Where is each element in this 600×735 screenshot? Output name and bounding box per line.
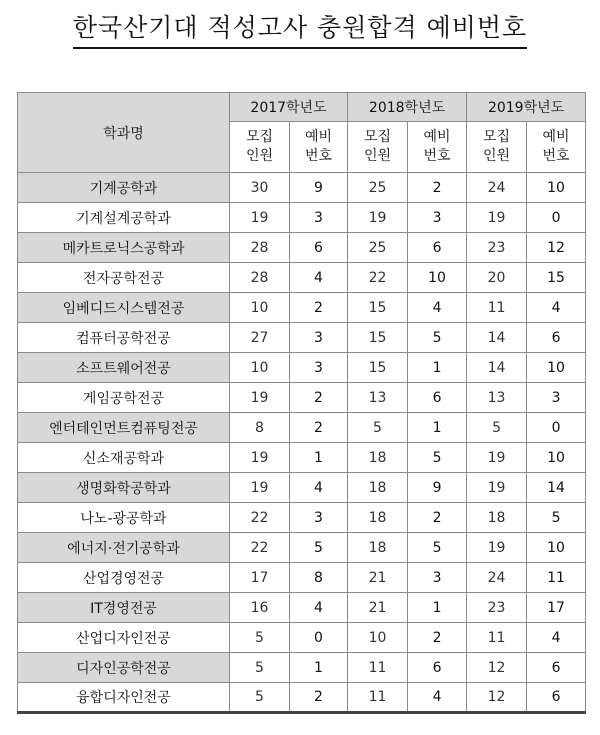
waitlist-cell: 2: [408, 173, 467, 203]
header-quota: 모집 인원: [467, 122, 527, 173]
quota-cell: 8: [230, 413, 290, 443]
dept-name: 기계공학과: [18, 173, 230, 203]
quota-cell: 5: [467, 413, 527, 443]
quota-cell: 14: [467, 353, 527, 383]
dept-name: 산업경영전공: [18, 563, 230, 593]
header-year-2019: 2019학년도: [467, 93, 586, 122]
quota-cell: 11: [467, 293, 527, 323]
header-quota: 모집 인원: [348, 122, 408, 173]
dept-name: 디자인공학전공: [18, 653, 230, 683]
waitlist-cell: 6: [527, 323, 586, 353]
table-row: [18, 383, 586, 413]
quota-cell: 18: [348, 443, 408, 473]
quota-cell: 23: [467, 233, 527, 263]
quota-cell: 15: [348, 353, 408, 383]
waitlist-cell: 6: [527, 653, 586, 683]
quota-cell: 11: [348, 683, 408, 713]
waitlist-cell: 2: [408, 623, 467, 653]
dept-name: 산업디자인전공: [18, 623, 230, 653]
page-title: [0, 8, 600, 49]
quota-cell: 21: [348, 563, 408, 593]
waitlist-cell: 2: [290, 293, 348, 323]
header-year-2018: 2018학년도: [348, 93, 467, 122]
quota-cell: 24: [467, 563, 527, 593]
dept-name: 게임공학전공: [18, 383, 230, 413]
waitlist-cell: 6: [527, 683, 586, 713]
waitlist-cell: 6: [408, 383, 467, 413]
quota-cell: 11: [467, 623, 527, 653]
waitlist-cell: 0: [527, 413, 586, 443]
table-row: [18, 473, 586, 503]
waitlist-cell: 3: [290, 353, 348, 383]
dept-name: 에너지·전기공학과: [18, 533, 230, 563]
waitlist-cell: 3: [290, 323, 348, 353]
dept-name: 융합디자인전공: [18, 683, 230, 713]
quota-cell: 18: [348, 473, 408, 503]
header-waitlist: 예비 번호: [527, 122, 586, 173]
quota-cell: 23: [467, 593, 527, 623]
dept-name: 기계설계공학과: [18, 203, 230, 233]
waitlist-cell: 10: [527, 533, 586, 563]
table-row: [18, 593, 586, 623]
waitlist-cell: 5: [408, 533, 467, 563]
waitlist-cell: 8: [290, 563, 348, 593]
waitlist-cell: 5: [527, 503, 586, 533]
quota-cell: 28: [230, 233, 290, 263]
table-row: [18, 443, 586, 473]
waitlist-cell: 3: [290, 503, 348, 533]
quota-cell: 19: [467, 473, 527, 503]
waitlist-cell: 10: [527, 173, 586, 203]
quota-cell: 15: [348, 323, 408, 353]
quota-cell: 24: [467, 173, 527, 203]
quota-cell: 19: [230, 443, 290, 473]
dept-name: 소프트웨어전공: [18, 353, 230, 383]
quota-cell: 5: [230, 623, 290, 653]
table-row: [18, 413, 586, 443]
quota-cell: 5: [230, 653, 290, 683]
dept-name: IT경영전공: [18, 593, 230, 623]
quota-cell: 25: [348, 233, 408, 263]
quota-cell: 11: [348, 653, 408, 683]
quota-cell: 19: [467, 203, 527, 233]
waitlist-cell: 6: [290, 233, 348, 263]
waitlist-cell: 17: [527, 593, 586, 623]
waitlist-cell: 1: [408, 413, 467, 443]
quota-cell: 5: [230, 683, 290, 713]
quota-cell: 22: [230, 533, 290, 563]
quota-cell: 14: [467, 323, 527, 353]
waitlist-cell: 5: [408, 443, 467, 473]
header-quota: 모집 인원: [230, 122, 290, 173]
quota-cell: 18: [348, 503, 408, 533]
quota-cell: 28: [230, 263, 290, 293]
waitlist-cell: 1: [290, 653, 348, 683]
quota-cell: 10: [230, 293, 290, 323]
waitlist-cell: 14: [527, 473, 586, 503]
waitlist-cell: 10: [408, 263, 467, 293]
quota-cell: 18: [467, 503, 527, 533]
quota-cell: 25: [348, 173, 408, 203]
table-row: [18, 563, 586, 593]
waitlist-cell: 9: [290, 173, 348, 203]
waitlist-cell: 2: [290, 683, 348, 713]
quota-cell: 12: [467, 653, 527, 683]
quota-cell: 19: [230, 473, 290, 503]
table-row: [18, 683, 586, 713]
dept-name: 엔터테인먼트컴퓨팅전공: [18, 413, 230, 443]
dept-name: 임베디드시스템전공: [18, 293, 230, 323]
table-row: [18, 293, 586, 323]
quota-cell: 19: [467, 443, 527, 473]
dept-name: 메카트로닉스공학과: [18, 233, 230, 263]
table-body: [18, 173, 586, 713]
waitlist-cell: 1: [408, 353, 467, 383]
quota-cell: 22: [230, 503, 290, 533]
waitlist-cell: 4: [527, 623, 586, 653]
quota-cell: 10: [230, 353, 290, 383]
quota-cell: 15: [348, 293, 408, 323]
waitlist-cell: 4: [290, 473, 348, 503]
table-row: [18, 323, 586, 353]
quota-cell: 18: [348, 533, 408, 563]
header-year-2017: 2017학년도: [230, 93, 348, 122]
waitlist-cell: 4: [408, 293, 467, 323]
waitlist-cell: 5: [290, 533, 348, 563]
waitlist-cell: 4: [408, 683, 467, 713]
waitlist-cell: 9: [408, 473, 467, 503]
waitlist-cell: 4: [290, 593, 348, 623]
waitlist-cell: 10: [527, 443, 586, 473]
waitlist-cell: 1: [408, 593, 467, 623]
table-row: [18, 533, 586, 563]
quota-cell: 5: [348, 413, 408, 443]
quota-cell: 12: [467, 683, 527, 713]
dept-name: 생명화학공학과: [18, 473, 230, 503]
waitlist-cell: 2: [290, 383, 348, 413]
header-dept: 학과명: [18, 93, 230, 173]
waitlist-cell: 3: [408, 203, 467, 233]
waitlist-cell: 2: [408, 503, 467, 533]
waitlist-cell: 3: [527, 383, 586, 413]
waitlist-cell: 11: [527, 563, 586, 593]
waitlist-cell: 2: [290, 413, 348, 443]
quota-cell: 19: [230, 383, 290, 413]
waitlist-cell: 6: [408, 653, 467, 683]
waitlist-cell: 1: [290, 443, 348, 473]
table-row: [18, 233, 586, 263]
waitlist-cell: 6: [408, 233, 467, 263]
waitlist-cell: 4: [290, 263, 348, 293]
table-row: [18, 653, 586, 683]
quota-cell: 19: [467, 533, 527, 563]
table-row: [18, 173, 586, 203]
quota-cell: 27: [230, 323, 290, 353]
quota-cell: 10: [348, 623, 408, 653]
quota-cell: 19: [230, 203, 290, 233]
dept-name: 전자공학전공: [18, 263, 230, 293]
header-waitlist: 예비 번호: [408, 122, 467, 173]
waitlist-cell: 0: [290, 623, 348, 653]
table-row: [18, 203, 586, 233]
waitlist-cell: 0: [527, 203, 586, 233]
waitlist-cell: 4: [527, 293, 586, 323]
waitlist-cell: 10: [527, 353, 586, 383]
page-title-text: 한국산기대 적성고사 충원합격 예비번호: [73, 8, 527, 49]
waitlist-cell: 15: [527, 263, 586, 293]
table-row: [18, 353, 586, 383]
header-waitlist: 예비 번호: [290, 122, 348, 173]
quota-cell: 13: [467, 383, 527, 413]
table-header: [18, 93, 586, 173]
quota-cell: 17: [230, 563, 290, 593]
dept-name: 컴퓨터공학전공: [18, 323, 230, 353]
quota-cell: 20: [467, 263, 527, 293]
waitlist-cell: 12: [527, 233, 586, 263]
quota-cell: 22: [348, 263, 408, 293]
quota-cell: 19: [348, 203, 408, 233]
dept-name: 신소재공학과: [18, 443, 230, 473]
quota-cell: 21: [348, 593, 408, 623]
quota-cell: 30: [230, 173, 290, 203]
admission-table: [17, 92, 586, 714]
waitlist-cell: 5: [408, 323, 467, 353]
quota-cell: 16: [230, 593, 290, 623]
table-row: [18, 263, 586, 293]
table-row: [18, 623, 586, 653]
waitlist-cell: 3: [408, 563, 467, 593]
quota-cell: 13: [348, 383, 408, 413]
dept-name: 나노-광공학과: [18, 503, 230, 533]
waitlist-cell: 3: [290, 203, 348, 233]
table-row: [18, 503, 586, 533]
